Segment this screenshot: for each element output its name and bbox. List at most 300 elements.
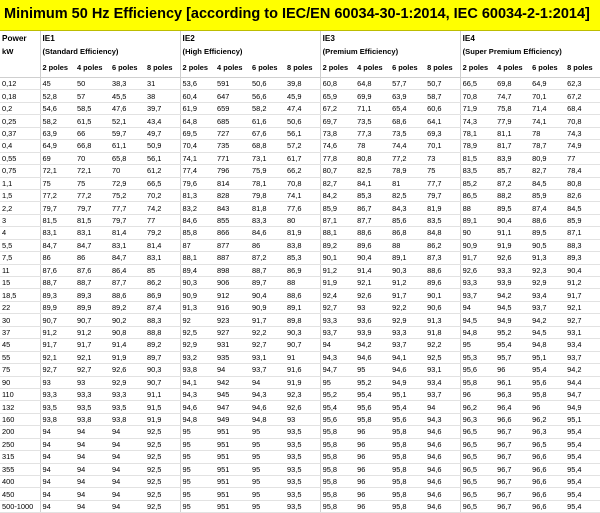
efficiency-cell: 855 [215,214,250,226]
poles-header: 2 poles [40,57,75,78]
efficiency-cell: 96,6 [530,488,565,500]
efficiency-cell: 79,7 [40,202,75,214]
efficiency-cell: 94,3 [425,413,460,425]
efficiency-cell: 95,6 [390,413,425,425]
efficiency-cell: 70,8 [285,177,320,189]
efficiency-cell: 88,1 [180,252,215,264]
efficiency-cell: 74,1 [180,152,215,164]
efficiency-cell: 947 [215,401,250,413]
efficiency-cell: 735 [215,140,250,152]
efficiency-cell: 74,4 [390,140,425,152]
efficiency-cell: 88,6 [425,264,460,276]
efficiency-cell: 94,6 [425,463,460,475]
table-row [0,102,600,114]
efficiency-cell: 906 [215,277,250,289]
efficiency-cell: 91,1 [495,227,530,239]
efficiency-cell: 95,4 [565,488,600,500]
efficiency-cell: 923 [215,314,250,326]
table-row [0,152,600,164]
power-cell: 2,2 [0,202,40,214]
efficiency-cell: 96 [355,488,390,500]
efficiency-cell: 90,3 [390,264,425,276]
efficiency-cell: 84,8 [425,227,460,239]
poles-header: 8 poles [285,57,320,78]
efficiency-cell: 31 [145,78,180,90]
efficiency-cell: 92,6 [355,289,390,301]
efficiency-cell: 94,3 [250,388,285,400]
efficiency-cell: 95,1 [530,351,565,363]
table-row [0,500,600,512]
efficiency-cell: 92 [180,314,215,326]
efficiency-cell: 92,6 [495,252,530,264]
efficiency-cell: 81 [390,177,425,189]
efficiency-cell: 951 [215,488,250,500]
efficiency-cell: 94 [40,463,75,475]
efficiency-cell: 90,2 [110,314,145,326]
efficiency-cell: 93,9 [355,326,390,338]
efficiency-cell: 685 [215,115,250,127]
power-cell: 45 [0,339,40,351]
efficiency-cell: 74,2 [145,202,180,214]
efficiency-cell: 73,5 [355,115,390,127]
efficiency-cell: 81,8 [250,202,285,214]
efficiency-cell: 93,5 [285,476,320,488]
class-name-ie4: (Super Premium Efficiency) [460,45,600,57]
efficiency-cell: 93,8 [75,413,110,425]
efficiency-cell: 56,1 [285,127,320,139]
efficiency-cell: 92,9 [180,339,215,351]
efficiency-cell: 93,3 [110,388,145,400]
efficiency-cell: 74,1 [285,189,320,201]
efficiency-cell: 74,1 [530,115,565,127]
efficiency-cell: 898 [215,264,250,276]
efficiency-cell: 58,7 [425,90,460,102]
efficiency-cell: 96 [355,476,390,488]
efficiency-cell: 94,7 [320,364,355,376]
efficiency-cell: 93,4 [530,289,565,301]
efficiency-cell: 95,6 [530,376,565,388]
efficiency-cell: 88,7 [75,277,110,289]
power-cell: 250 [0,438,40,450]
efficiency-cell: 94 [75,438,110,450]
efficiency-cell: 77,3 [355,127,390,139]
efficiency-cell: 84,3 [390,202,425,214]
efficiency-cell: 60,4 [180,90,215,102]
efficiency-cell: 88,3 [145,314,180,326]
efficiency-cell: 945 [215,388,250,400]
efficiency-cell: 78,1 [460,127,495,139]
efficiency-cell: 93 [40,376,75,388]
efficiency-cell: 83,1 [40,227,75,239]
efficiency-cell: 77,7 [425,177,460,189]
efficiency-cell: 91,3 [425,314,460,326]
efficiency-cell: 81,7 [495,140,530,152]
efficiency-cell: 94,1 [390,351,425,363]
efficiency-cell: 843 [215,202,250,214]
efficiency-cell: 60,6 [425,102,460,114]
efficiency-cell: 93,9 [495,277,530,289]
power-cell: 4 [0,227,40,239]
efficiency-cell: 90,4 [495,214,530,226]
efficiency-cell: 95 [180,451,215,463]
efficiency-cell: 77,8 [320,152,355,164]
efficiency-cell: 95,8 [320,463,355,475]
efficiency-cell: 96,1 [495,376,530,388]
efficiency-cell: 83,5 [460,165,495,177]
efficiency-cell: 90,4 [355,252,390,264]
efficiency-cell: 39,8 [285,78,320,90]
efficiency-cell: 88 [390,239,425,251]
efficiency-cell: 69,3 [425,127,460,139]
table-row [0,140,600,152]
efficiency-cell: 73,5 [390,127,425,139]
efficiency-cell: 81,9 [425,202,460,214]
efficiency-cell: 80,8 [565,177,600,189]
poles-header: 8 poles [425,57,460,78]
efficiency-cell: 95,8 [390,500,425,512]
efficiency-cell: 77 [145,214,180,226]
efficiency-cell: 95,8 [320,500,355,512]
efficiency-cell: 94,6 [250,401,285,413]
efficiency-cell: 72,1 [75,165,110,177]
efficiency-cell: 91,7 [75,339,110,351]
efficiency-cell: 68,4 [565,102,600,114]
efficiency-cell: 93,7 [390,339,425,351]
efficiency-cell: 91,8 [425,326,460,338]
power-cell: 7,5 [0,252,40,264]
table-row [0,239,600,251]
efficiency-cell: 79,7 [110,214,145,226]
efficiency-cell: 38 [145,90,180,102]
efficiency-cell: 89,7 [145,351,180,363]
table-row [0,463,600,475]
efficiency-cell: 93,2 [180,351,215,363]
efficiency-cell: 96 [355,463,390,475]
efficiency-cell: 61,9 [180,102,215,114]
efficiency-cell: 95 [180,463,215,475]
efficiency-cell: 89,4 [180,264,215,276]
efficiency-cell: 79,7 [425,189,460,201]
efficiency-cell: 96,5 [460,438,495,450]
efficiency-cell: 91,5 [145,401,180,413]
power-cell: 450 [0,488,40,500]
class-code-ie3: IE3 [320,31,460,45]
efficiency-cell: 94 [40,451,75,463]
efficiency-cell: 88,6 [285,289,320,301]
efficiency-cell: 91,7 [250,314,285,326]
efficiency-cell: 69,7 [320,115,355,127]
efficiency-cell: 61,7 [285,152,320,164]
efficiency-cell: 64,9 [530,78,565,90]
efficiency-cell: 90,3 [285,326,320,338]
power-cell: 3 [0,214,40,226]
efficiency-cell: 84,6 [250,227,285,239]
efficiency-cell: 92,2 [390,301,425,313]
efficiency-cell: 45 [40,78,75,90]
class-name-ie2: (High Efficiency) [180,45,320,57]
table-row [0,214,600,226]
page-title: Minimum 50 Hz Efficiency [according to IEC/EN 60034-30-1:2014, IEC 60034-2-1:2014] [4,6,590,22]
efficiency-cell: 81,5 [40,214,75,226]
efficiency-cell: 91,2 [75,326,110,338]
efficiency-cell: 43,4 [145,115,180,127]
efficiency-cell: 93,3 [390,326,425,338]
efficiency-cell: 69,8 [495,78,530,90]
efficiency-cell: 94,8 [530,339,565,351]
efficiency-cell: 64,8 [355,78,390,90]
efficiency-cell: 92,5 [145,451,180,463]
efficiency-cell: 64,1 [425,115,460,127]
poles-header: 2 poles [180,57,215,78]
efficiency-cell: 92,5 [180,326,215,338]
efficiency-cell: 52,1 [110,115,145,127]
efficiency-cell: 77,2 [75,189,110,201]
efficiency-cell: 87,4 [145,301,180,313]
efficiency-cell: 94 [40,476,75,488]
efficiency-cell: 95,8 [390,476,425,488]
efficiency-cell: 91,7 [40,339,75,351]
table-row [0,202,600,214]
efficiency-cell: 95,4 [565,463,600,475]
efficiency-cell: 77,7 [110,202,145,214]
efficiency-cell: 74,6 [320,140,355,152]
table-row [0,326,600,338]
table-row [0,227,600,239]
efficiency-cell: 96 [530,401,565,413]
efficiency-cell: 90,8 [110,326,145,338]
efficiency-cell: 86,5 [460,189,495,201]
efficiency-cell: 93,5 [285,488,320,500]
efficiency-cell: 79,7 [75,202,110,214]
efficiency-cell: 73 [425,152,460,164]
efficiency-cell: 88 [460,202,495,214]
efficiency-cell: 94,2 [495,289,530,301]
efficiency-cell: 47,6 [110,102,145,114]
efficiency-cell: 92,5 [425,351,460,363]
efficiency-cell: 69,9 [355,90,390,102]
efficiency-cell: 90,3 [180,277,215,289]
efficiency-cell: 95,8 [320,476,355,488]
efficiency-cell: 93,4 [425,376,460,388]
efficiency-cell: 92,5 [145,500,180,512]
efficiency-cell: 95 [250,438,285,450]
efficiency-cell: 88,3 [565,239,600,251]
efficiency-cell: 87,1 [320,214,355,226]
efficiency-cell: 81,9 [285,227,320,239]
efficiency-cell: 94 [75,500,110,512]
efficiency-cell: 86 [75,252,110,264]
efficiency-cell: 80,8 [355,152,390,164]
efficiency-cell: 70,8 [460,90,495,102]
power-cell: 1,5 [0,189,40,201]
efficiency-cell: 89,2 [110,301,145,313]
efficiency-cell: 96 [355,438,390,450]
efficiency-table [0,31,600,513]
efficiency-cell: 95,4 [530,364,565,376]
efficiency-cell: 96,6 [530,451,565,463]
efficiency-cell: 78,1 [250,177,285,189]
efficiency-cell: 91,7 [565,289,600,301]
table-row [0,388,600,400]
efficiency-cell: 95,1 [565,413,600,425]
efficiency-cell: 91,9 [110,351,145,363]
efficiency-cell: 58,2 [250,102,285,114]
efficiency-cell: 93,1 [250,351,285,363]
efficiency-cell: 93,3 [75,388,110,400]
efficiency-cell: 93,6 [355,314,390,326]
efficiency-cell: 88 [285,277,320,289]
efficiency-cell: 95,4 [565,476,600,488]
efficiency-cell: 927 [215,326,250,338]
efficiency-cell: 771 [215,152,250,164]
efficiency-cell: 95 [355,364,390,376]
efficiency-cell: 94 [40,426,75,438]
efficiency-cell: 87,7 [110,277,145,289]
efficiency-cell: 84,2 [320,189,355,201]
table-row [0,413,600,425]
efficiency-cell: 93,7 [565,351,600,363]
efficiency-cell: 92,5 [145,463,180,475]
efficiency-cell: 93,4 [565,339,600,351]
table-row [0,289,600,301]
efficiency-cell: 89,3 [40,289,75,301]
efficiency-cell: 95 [250,500,285,512]
table-row [0,401,600,413]
efficiency-cell: 57 [75,90,110,102]
class-code-ie4: IE4 [460,31,600,45]
efficiency-cell: 84,7 [110,252,145,264]
efficiency-cell: 89,9 [40,301,75,313]
efficiency-cell: 96,7 [495,438,530,450]
efficiency-cell: 87,1 [565,227,600,239]
efficiency-cell: 95 [250,488,285,500]
efficiency-cell: 84,7 [40,239,75,251]
power-cell: 0,37 [0,127,40,139]
header-row-poles [0,57,600,78]
efficiency-cell: 94,6 [425,451,460,463]
efficiency-cell: 951 [215,426,250,438]
efficiency-cell: 50,9 [145,140,180,152]
efficiency-cell: 90,1 [425,289,460,301]
power-cell: 400 [0,476,40,488]
efficiency-cell: 50,6 [285,115,320,127]
efficiency-cell: 942 [215,376,250,388]
power-cell: 200 [0,426,40,438]
efficiency-cell: 66,8 [75,140,110,152]
efficiency-cell: 94 [110,438,145,450]
efficiency-cell: 78 [355,140,390,152]
efficiency-cell: 91,3 [180,301,215,313]
efficiency-cell: 94,1 [180,376,215,388]
efficiency-cell: 53,6 [180,78,215,90]
efficiency-cell: 84,5 [530,177,565,189]
efficiency-cell: 94 [75,476,110,488]
efficiency-cell: 81,4 [145,239,180,251]
efficiency-cell: 79,6 [180,177,215,189]
efficiency-cell: 91,7 [390,289,425,301]
efficiency-cell: 90,6 [425,301,460,313]
efficiency-cell: 91,2 [390,277,425,289]
efficiency-cell: 87,6 [75,264,110,276]
efficiency-cell: 65,4 [390,102,425,114]
efficiency-cell: 931 [215,339,250,351]
efficiency-cell: 92,1 [75,351,110,363]
efficiency-cell: 92,5 [145,426,180,438]
header-row-name [0,45,600,57]
efficiency-cell: 90,4 [250,289,285,301]
efficiency-cell: 77 [565,152,600,164]
efficiency-cell: 93 [75,376,110,388]
efficiency-cell: 94,7 [565,388,600,400]
efficiency-cell: 87,6 [40,264,75,276]
efficiency-cell: 93,5 [285,451,320,463]
efficiency-cell: 95,8 [320,451,355,463]
efficiency-cell: 93,5 [285,500,320,512]
efficiency-cell: 91,4 [355,264,390,276]
efficiency-cell: 81,5 [460,152,495,164]
efficiency-cell: 91,6 [285,364,320,376]
efficiency-cell: 94 [215,364,250,376]
efficiency-cell: 94 [40,488,75,500]
efficiency-cell: 70,8 [565,115,600,127]
efficiency-cell: 828 [215,189,250,201]
efficiency-cell: 96,7 [495,426,530,438]
efficiency-cell: 95,8 [390,488,425,500]
efficiency-cell: 727 [215,127,250,139]
efficiency-cell: 94 [250,376,285,388]
efficiency-cell: 84,7 [75,239,110,251]
efficiency-cell: 94,6 [425,500,460,512]
efficiency-cell: 91,2 [565,277,600,289]
efficiency-cell: 95,4 [320,401,355,413]
efficiency-cell: 59,7 [110,127,145,139]
efficiency-cell: 90,9 [180,289,215,301]
efficiency-cell: 94,2 [565,364,600,376]
efficiency-cell: 96 [355,500,390,512]
efficiency-cell: 951 [215,463,250,475]
power-cell: 18,5 [0,289,40,301]
efficiency-cell: 95 [460,339,495,351]
efficiency-cell: 94,3 [180,388,215,400]
efficiency-cell: 96,4 [495,401,530,413]
efficiency-cell: 92,1 [355,277,390,289]
efficiency-cell: 96,5 [460,488,495,500]
efficiency-cell: 95,7 [495,351,530,363]
efficiency-cell: 85,6 [390,214,425,226]
efficiency-cell: 52,8 [40,90,75,102]
efficiency-cell: 38,3 [110,78,145,90]
efficiency-cell: 95,4 [355,388,390,400]
efficiency-cell: 91,2 [40,326,75,338]
power-cell: 0,75 [0,165,40,177]
poles-header: 6 poles [110,57,145,78]
efficiency-cell: 57,7 [390,78,425,90]
efficiency-cell: 92,3 [530,264,565,276]
table-row [0,339,600,351]
efficiency-cell: 72,1 [40,165,75,177]
efficiency-cell: 85,9 [530,189,565,201]
efficiency-cell: 877 [215,239,250,251]
efficiency-cell: 94,4 [565,376,600,388]
efficiency-cell: 93,8 [180,364,215,376]
efficiency-cell: 62,3 [565,78,600,90]
efficiency-cell: 93,3 [495,264,530,276]
efficiency-cell: 89,1 [460,214,495,226]
efficiency-cell: 96,2 [530,413,565,425]
efficiency-cell: 93,5 [110,401,145,413]
efficiency-cell: 95,8 [390,463,425,475]
efficiency-cell: 814 [215,177,250,189]
